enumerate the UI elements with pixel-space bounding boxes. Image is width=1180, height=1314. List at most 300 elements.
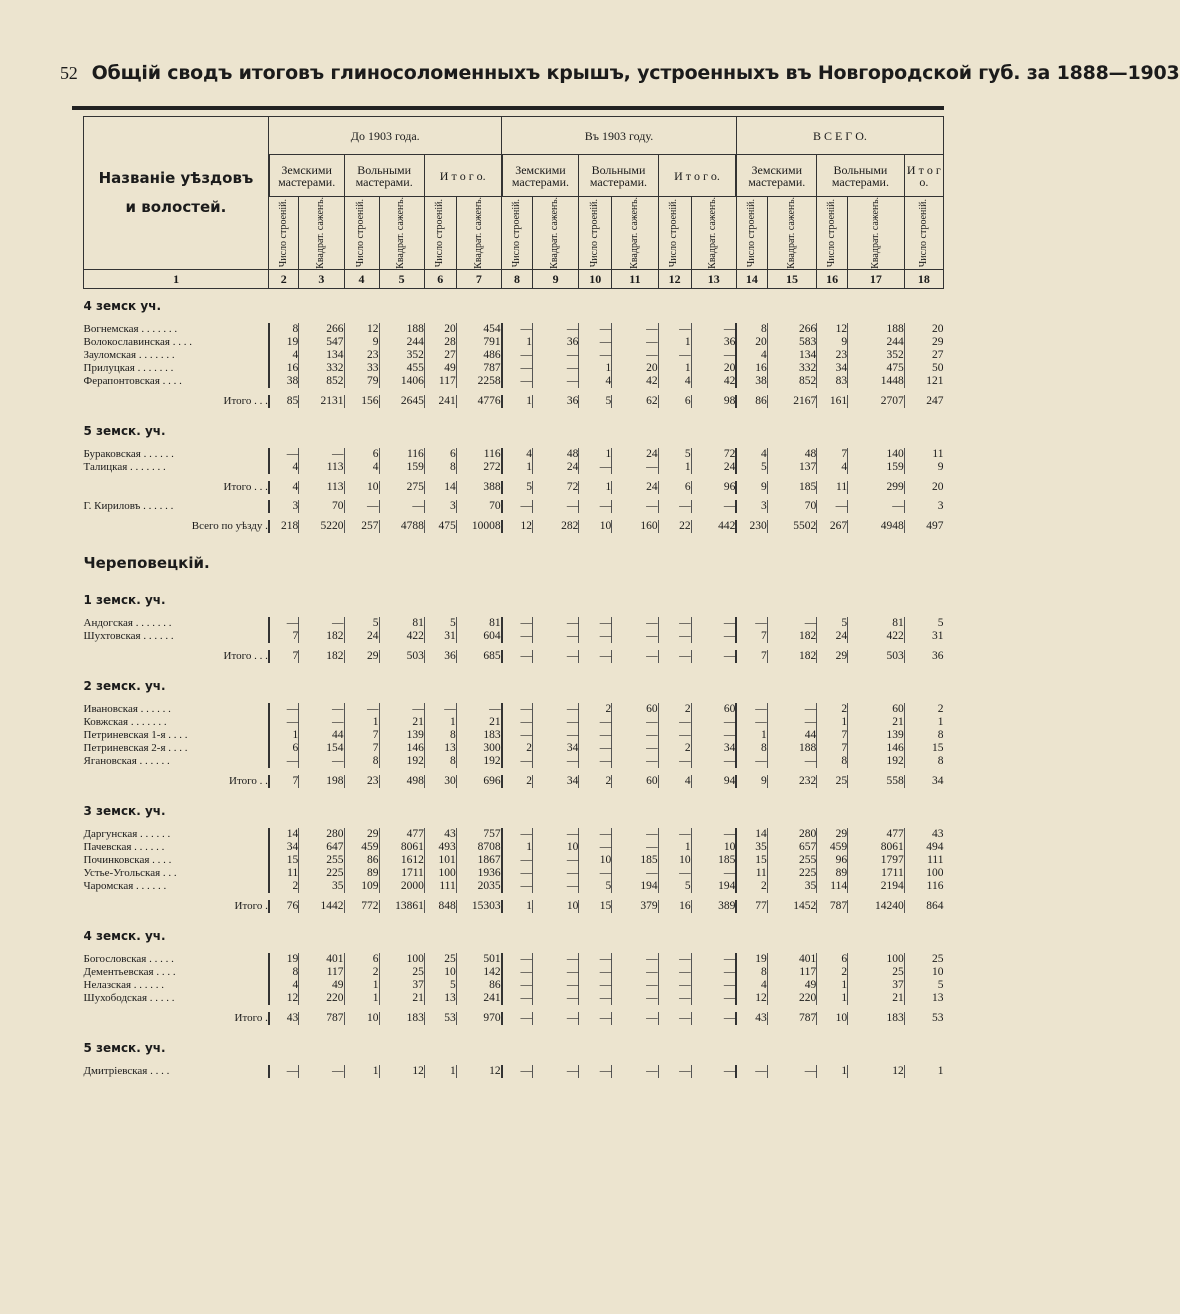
table-cell: — (579, 323, 612, 336)
table-cell: 113 (299, 461, 344, 474)
table-cell: 10 (424, 966, 456, 979)
table-cell: — (269, 617, 299, 630)
table-cell: 38 (269, 375, 299, 388)
table-cell: — (502, 716, 533, 729)
table-cell: 1867 (456, 854, 501, 867)
section-heading: 5 земск. уч. (83, 423, 166, 438)
table-cell: 100 (424, 867, 456, 880)
table-cell: 5 (424, 979, 456, 992)
table-cell: 4776 (456, 395, 501, 408)
table-cell: 31 (424, 630, 456, 643)
table-cell: 20 (736, 336, 767, 349)
table-cell: 50 (904, 362, 943, 375)
table-cell: 23 (344, 775, 379, 788)
table-cell: 20 (904, 481, 943, 494)
table-cell: — (579, 966, 612, 979)
table-cell: 101 (424, 854, 456, 867)
table-cell: 4 (658, 775, 691, 788)
subheader-text: Число строеній. (825, 198, 837, 268)
table-cell: 21 (379, 992, 424, 1005)
table-cell: 43 (904, 828, 943, 841)
table-cell: 100 (848, 953, 905, 966)
volost-name: Волокославинская . . . . (83, 335, 192, 348)
section-heading-row (84, 1039, 944, 1057)
table-cell: — (658, 1065, 691, 1078)
volost-name: Дмитріевская . . . . (83, 1064, 170, 1077)
count-subheader (579, 197, 612, 270)
subheader-text: Квадрат. саженъ. (315, 197, 327, 269)
table-cell: — (579, 828, 612, 841)
table-cell: 8 (424, 729, 456, 742)
subheader-text: Число строеній. (917, 198, 929, 268)
table-cell: — (579, 336, 612, 349)
total-label: Итого . (234, 1011, 268, 1024)
table-cell: 1 (817, 992, 848, 1005)
table-cell: 220 (299, 992, 344, 1005)
table-cell: 2000 (379, 880, 424, 893)
table-cell: — (533, 867, 579, 880)
table-cell: — (533, 880, 579, 893)
table-cell: 8 (736, 966, 767, 979)
table-cell: 116 (456, 448, 501, 461)
table-cell: — (736, 1065, 767, 1078)
page-number: 52 (60, 63, 78, 83)
table-cell: 2 (736, 880, 767, 893)
table-cell: 160 (612, 520, 658, 533)
column-number: 10 (579, 269, 612, 288)
table-cell: 146 (848, 742, 905, 755)
table-cell: 2 (579, 775, 612, 788)
table-cell: — (817, 500, 848, 513)
table-cell: — (579, 755, 612, 768)
table-cell: — (579, 349, 612, 362)
table-cell: 16 (658, 900, 691, 913)
volost-name: Ферапонтовская . . . . (83, 374, 182, 387)
total-label: Всего по уѣзду . (191, 519, 268, 532)
table-cell: 35 (736, 841, 767, 854)
table-cell: 139 (379, 729, 424, 742)
table-cell: 161 (817, 395, 848, 408)
table-cell: 25 (817, 775, 848, 788)
table-cell: 422 (379, 630, 424, 643)
table-cell: 86 (456, 979, 501, 992)
table-cell: 4 (736, 979, 767, 992)
table-cell: — (502, 755, 533, 768)
table-cell: 114 (817, 880, 848, 893)
table-cell: — (767, 703, 816, 716)
table-cell: 12 (817, 323, 848, 336)
volost-name: Шухободская . . . . . (83, 991, 175, 1004)
column-number: 4 (344, 269, 379, 288)
section-heading: 4 земск уч. (83, 298, 162, 313)
table-cell: 192 (379, 755, 424, 768)
table-row (84, 953, 944, 966)
table-cell: 8 (736, 742, 767, 755)
table-cell: 8 (424, 461, 456, 474)
table-cell: — (502, 992, 533, 1005)
table-cell: 8 (269, 966, 299, 979)
subheader-text: Число строеній. (434, 198, 446, 268)
table-cell: — (502, 500, 533, 513)
table-cell: 13861 (379, 900, 424, 913)
table-cell: 2 (269, 880, 299, 893)
table-cell: 37 (379, 979, 424, 992)
table-cell: 154 (299, 742, 344, 755)
table-cell: — (612, 323, 658, 336)
table-cell: 1 (736, 729, 767, 742)
area-subheader (848, 197, 905, 270)
table-row (84, 854, 944, 867)
table-cell: — (579, 867, 612, 880)
table-cell: 5 (502, 481, 533, 494)
area-subheader (456, 197, 501, 270)
group-header: Земскими мастерами. (502, 155, 579, 197)
table-cell: — (502, 703, 533, 716)
volost-name: Талицкая . . . . . . . (83, 460, 166, 473)
table-cell: 2645 (379, 395, 424, 408)
table-cell: 5 (579, 880, 612, 893)
table-cell: 9 (736, 481, 767, 494)
table-cell: 493 (424, 841, 456, 854)
table-cell: 185 (691, 854, 736, 867)
table-cell: 9 (736, 775, 767, 788)
table-cell: 188 (848, 323, 905, 336)
table-cell: 24 (817, 630, 848, 643)
table-cell: 3 (904, 500, 943, 513)
table-cell: 38 (736, 375, 767, 388)
table-cell: — (502, 867, 533, 880)
table-cell: 6 (344, 448, 379, 461)
table-cell: 35 (299, 880, 344, 893)
table-cell: 9 (817, 336, 848, 349)
table-cell: 6 (817, 953, 848, 966)
subheader-text: Число строеній. (355, 198, 367, 268)
table-cell: 14 (269, 828, 299, 841)
table-cell: 5 (817, 617, 848, 630)
period-total: В С Е Г О. (736, 117, 943, 155)
table-cell: 247 (904, 395, 943, 408)
table-cell: 852 (767, 375, 816, 388)
table-cell: — (736, 755, 767, 768)
table-cell: 657 (767, 841, 816, 854)
table-cell: — (612, 841, 658, 854)
total-row (84, 775, 944, 788)
table-cell: 48 (767, 448, 816, 461)
table-cell: 1 (502, 841, 533, 854)
table-cell: 4 (736, 349, 767, 362)
table-cell: 275 (379, 481, 424, 494)
total-label: Итого . . (229, 774, 268, 787)
table-cell: — (579, 617, 612, 630)
table-cell: — (691, 867, 736, 880)
table-cell: 70 (456, 500, 501, 513)
table-cell: 6 (344, 953, 379, 966)
table-cell: — (533, 716, 579, 729)
table-cell: 72 (533, 481, 579, 494)
table-cell: 185 (612, 854, 658, 867)
table-cell: 3 (424, 500, 456, 513)
area-subheader (767, 197, 816, 270)
table-row (84, 742, 944, 755)
table-cell: 117 (767, 966, 816, 979)
table-cell: 8 (269, 323, 299, 336)
table-cell: 848 (424, 900, 456, 913)
table-cell: 10 (904, 966, 943, 979)
table-cell: — (502, 1065, 533, 1078)
table-cell: 267 (817, 520, 848, 533)
table-cell: 29 (817, 828, 848, 841)
table-cell: — (502, 966, 533, 979)
table-cell: 159 (379, 461, 424, 474)
table-cell: 121 (904, 375, 943, 388)
table-cell: 685 (456, 650, 501, 663)
volost-name: Шухтовская . . . . . . (83, 629, 174, 642)
table-cell: — (612, 1012, 658, 1025)
table-cell: 28 (424, 336, 456, 349)
table-cell: 29 (817, 650, 848, 663)
table-cell: — (533, 323, 579, 336)
table-row (84, 448, 944, 461)
group-header: И т о г о. (658, 155, 736, 197)
table-cell: — (658, 953, 691, 966)
table-cell: 4 (269, 979, 299, 992)
count-subheader (736, 197, 767, 270)
table-cell: 48 (533, 448, 579, 461)
table-cell: 8 (736, 323, 767, 336)
table-cell: — (502, 1012, 533, 1025)
table-cell: 81 (848, 617, 905, 630)
table-cell: 70 (299, 500, 344, 513)
table-cell: — (691, 1012, 736, 1025)
table-cell: 280 (767, 828, 816, 841)
table-cell: 1 (344, 992, 379, 1005)
count-subheader (424, 197, 456, 270)
table-cell: 156 (344, 395, 379, 408)
table-cell: 5 (658, 448, 691, 461)
volost-name: Чаромская . . . . . . (83, 879, 167, 892)
table-cell: 266 (767, 323, 816, 336)
table-cell: 257 (344, 520, 379, 533)
table-cell: 24 (533, 461, 579, 474)
count-subheader (904, 197, 943, 270)
table-cell: 475 (848, 362, 905, 375)
table-cell: 787 (299, 1012, 344, 1025)
table-cell: 1448 (848, 375, 905, 388)
table-cell: 10 (344, 1012, 379, 1025)
table-cell: 53 (424, 1012, 456, 1025)
table-cell: 1 (579, 362, 612, 375)
table-cell: — (658, 500, 691, 513)
table-cell: 282 (533, 520, 579, 533)
table-cell: 25 (848, 966, 905, 979)
district-heading-row (84, 553, 944, 575)
table-cell: 49 (767, 979, 816, 992)
table-cell: 10 (817, 1012, 848, 1025)
table-cell: — (691, 650, 736, 663)
table-cell: 503 (848, 650, 905, 663)
table-cell: 352 (379, 349, 424, 362)
table-cell: — (579, 630, 612, 643)
table-cell: 2035 (456, 880, 501, 893)
table-cell: 20 (424, 323, 456, 336)
table-cell: — (658, 729, 691, 742)
total-row (84, 481, 944, 494)
column-number: 12 (658, 269, 691, 288)
column-number: 2 (269, 269, 299, 288)
column-number: 17 (848, 269, 905, 288)
table-cell: 7 (736, 650, 767, 663)
table-cell: — (612, 953, 658, 966)
table-cell: — (579, 461, 612, 474)
table-cell: — (379, 703, 424, 716)
table-cell: — (691, 349, 736, 362)
table-cell: 494 (904, 841, 943, 854)
table-cell: 1 (269, 729, 299, 742)
group-header: Вольными мастерами. (817, 155, 905, 197)
subheader-text: Квадрат. саженъ. (395, 197, 407, 269)
table-cell: 98 (691, 395, 736, 408)
table-cell: 422 (848, 630, 905, 643)
table-cell: — (533, 650, 579, 663)
table-cell: 255 (767, 854, 816, 867)
table-cell: 21 (379, 716, 424, 729)
table-cell: 2 (658, 742, 691, 755)
table-cell: 244 (848, 336, 905, 349)
table-cell: — (533, 703, 579, 716)
table-cell: 62 (612, 395, 658, 408)
table-cell: — (579, 841, 612, 854)
table-cell: 183 (848, 1012, 905, 1025)
table-cell: 459 (817, 841, 848, 854)
table-cell: 2 (658, 703, 691, 716)
table-cell: — (612, 630, 658, 643)
table-cell: 42 (612, 375, 658, 388)
table-cell: 2 (904, 703, 943, 716)
column-number: 16 (817, 269, 848, 288)
volost-name: Зауломская . . . . . . . (83, 348, 175, 361)
table-row (84, 979, 944, 992)
table-cell: 299 (848, 481, 905, 494)
table-cell: — (533, 854, 579, 867)
table-cell: 117 (299, 966, 344, 979)
table-cell: — (736, 716, 767, 729)
table-cell: 3 (269, 500, 299, 513)
table-cell: 401 (299, 953, 344, 966)
table-cell: — (691, 617, 736, 630)
volost-name: Починковская . . . . (83, 853, 172, 866)
table-cell: — (691, 500, 736, 513)
table-cell: 8 (904, 729, 943, 742)
table-cell: 188 (767, 742, 816, 755)
table-cell: — (269, 1065, 299, 1078)
section-heading-row (84, 422, 944, 440)
area-subheader (299, 197, 344, 270)
table-cell: 34 (533, 775, 579, 788)
subheader-text: Число строеній. (277, 198, 289, 268)
table-cell: 192 (848, 755, 905, 768)
table-cell: 2 (502, 742, 533, 755)
table-row (84, 375, 944, 388)
table-cell: 111 (424, 880, 456, 893)
table-cell: — (502, 880, 533, 893)
table-row (84, 729, 944, 742)
table-cell: 72 (691, 448, 736, 461)
table-cell: 25 (904, 953, 943, 966)
table-cell: 1936 (456, 867, 501, 880)
table-cell: 1 (817, 1065, 848, 1078)
table-cell: — (299, 703, 344, 716)
table-cell: 43 (736, 1012, 767, 1025)
table-cell: 12 (269, 992, 299, 1005)
table-cell: 142 (456, 966, 501, 979)
table-cell: — (299, 716, 344, 729)
table-cell: — (579, 1012, 612, 1025)
area-subheader (612, 197, 658, 270)
table-cell: — (502, 630, 533, 643)
district-heading: Череповецкій. (83, 554, 210, 573)
count-subheader (817, 197, 848, 270)
table-cell: 12 (456, 1065, 501, 1078)
table-cell: 188 (379, 323, 424, 336)
table-cell: 5220 (299, 520, 344, 533)
table-cell: 86 (344, 854, 379, 867)
table-cell: — (502, 323, 533, 336)
table-cell: 27 (424, 349, 456, 362)
table-cell: 137 (767, 461, 816, 474)
table-cell: 24 (344, 630, 379, 643)
table-cell: 791 (456, 336, 501, 349)
table-cell: — (658, 755, 691, 768)
table-cell: 12 (502, 520, 533, 533)
table-cell: 2 (817, 703, 848, 716)
table-cell: 20 (612, 362, 658, 375)
table-cell: — (533, 755, 579, 768)
table-cell: 140 (848, 448, 905, 461)
table-cell: 21 (456, 716, 501, 729)
volost-name: Ягановская . . . . . . (83, 754, 170, 767)
table-cell: — (533, 992, 579, 1005)
table-cell: 1797 (848, 854, 905, 867)
table-cell: 89 (817, 867, 848, 880)
table-cell: 8 (344, 755, 379, 768)
total-row (84, 1012, 944, 1025)
table-cell: 2131 (299, 395, 344, 408)
section-heading-row (84, 297, 944, 315)
table-cell: 497 (904, 520, 943, 533)
table-cell: 29 (344, 828, 379, 841)
table-cell: 60 (848, 703, 905, 716)
table-cell: 11 (269, 867, 299, 880)
volost-name: Петриневская 1-я . . . . (83, 728, 188, 741)
table-cell: — (344, 703, 379, 716)
table-row (84, 461, 944, 474)
table-cell: — (658, 992, 691, 1005)
table-cell: 1711 (848, 867, 905, 880)
table-row (84, 880, 944, 893)
table-cell: 42 (691, 375, 736, 388)
table-cell: — (533, 617, 579, 630)
table-cell: 15 (736, 854, 767, 867)
table-cell: 1 (424, 1065, 456, 1078)
table-cell: 232 (767, 775, 816, 788)
section-heading: 1 земск. уч. (83, 592, 166, 607)
table-cell: 352 (848, 349, 905, 362)
table-cell: 13 (904, 992, 943, 1005)
table-cell: — (579, 992, 612, 1005)
table-cell: 1 (344, 716, 379, 729)
volost-name: Даргунская . . . . . . (83, 827, 171, 840)
table-cell: 388 (456, 481, 501, 494)
